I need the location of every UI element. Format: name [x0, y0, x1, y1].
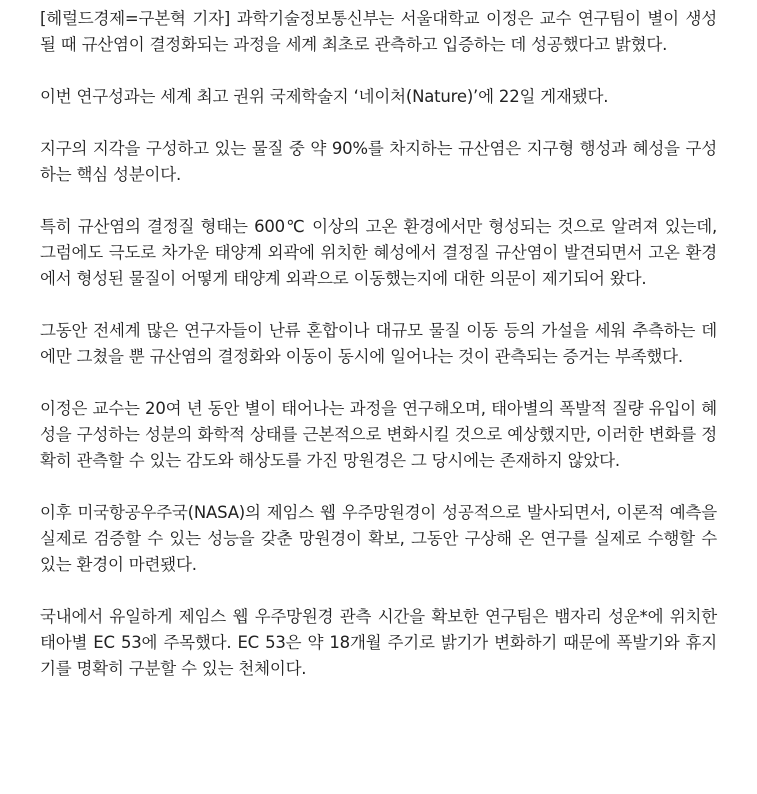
article-paragraph-4: 특히 규산염의 결정질 형태는 600℃ 이상의 고온 환경에서만 형성되는 것으로 알려져 있는데, 그럼에도 극도로 차가운 태양계 외곽에 위치한 혜성에서 결정질 규산염이 발견되면서 고온 환경에서 형성된 물질이 어떻게 태양계 외곽으로 이동했는지에 대한 의문이 제기되어 왔다. — [40, 217, 717, 288]
article-paragraph-5: 그동안 전세계 많은 연구자들이 난류 혼합이나 대규모 물질 이동 등의 가설을 세워 추측하는 데에만 그쳤을 뿐 규산염의 결정화와 이동이 동시에 일어나는 것이 관측되는 증거는 부족했다. — [40, 321, 717, 366]
article-paragraph-1: [헤럴드경제=구본혁 기자] 과학기술정보통신부는 서울대학교 이정은 교수 연구팀이 별이 생성될 때 규산염이 결정화되는 과정을 세계 최초로 관측하고 입증하는 데 성공했다고 밝혔다. — [40, 9, 717, 54]
article-paragraph-3: 지구의 지각을 구성하고 있는 물질 중 약 90%를 차지하는 규산염은 지구형 행성과 혜성을 구성하는 핵심 성분이다. — [40, 139, 717, 184]
article-paragraph-7: 이후 미국항공우주국(NASA)의 제임스 웹 우주망원경이 성공적으로 발사되면서, 이론적 예측을 실제로 검증할 수 있는 성능을 갖춘 망원경이 확보, 그동안 구상해 온 연구를 실제로 수행할 수 있는 환경이 마련됐다. — [40, 503, 717, 574]
article-paragraph-8: 국내에서 유일하게 제임스 웹 우주망원경 관측 시간을 확보한 연구팀은 뱀자리 성운*에 위치한 태아별 EC 53에 주목했다. EC 53은 약 18개월 주기로 밝기가 변화하기 때문에 폭발기와 휴지기를 명확히 구분할 수 있는 천체이다. — [40, 607, 717, 678]
article-paragraph-6: 이정은 교수는 20여 년 동안 별이 태어나는 과정을 연구해오며, 태아별의 폭발적 질량 유입이 혜성을 구성하는 성분의 화학적 상태를 근본적으로 변화시킬 것으로 예상했지만, 이러한 변화를 정확히 관측할 수 있는 감도와 해상도를 가진 망원경은 그 당시에는 존재하지 않았다. — [40, 399, 717, 470]
article-paragraph-2: 이번 연구성과는 세계 최고 권위 국제학술지 ‘네이처(Nature)’에 22일 게재됐다. — [40, 87, 609, 106]
